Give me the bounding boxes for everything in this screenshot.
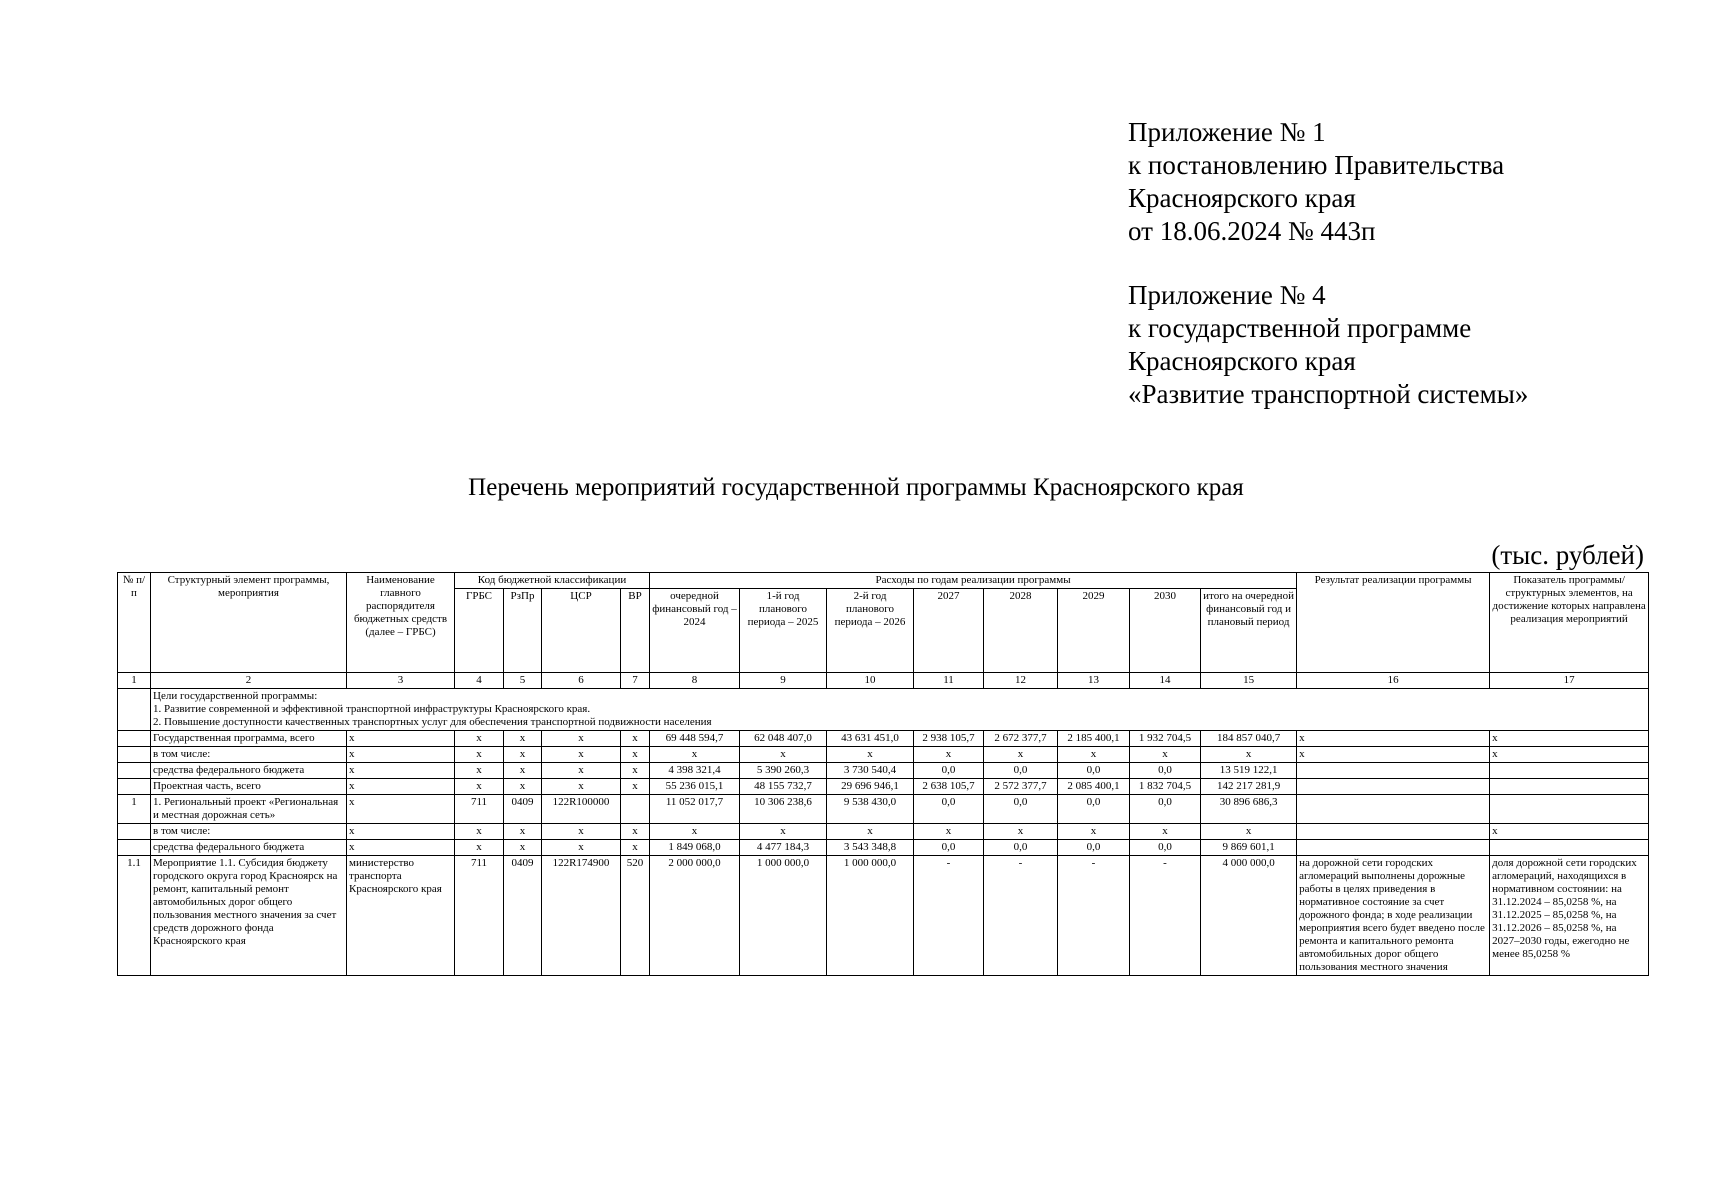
row-year-2030: 1 832 704,5: [1130, 779, 1201, 795]
table-row: [118, 856, 1649, 976]
row-year-2026: х: [827, 824, 914, 840]
column-number: 10: [827, 673, 914, 689]
row-grbs: х: [455, 731, 504, 747]
header-grbs: ГРБС: [455, 589, 504, 673]
row-year-2028: 0,0: [984, 840, 1058, 856]
row-year-2026: 9 538 430,0: [827, 795, 914, 824]
table-row: [118, 840, 1649, 856]
row-year-2029: х: [1058, 747, 1130, 763]
row-year-2027: х: [914, 747, 984, 763]
goals-cell: [151, 689, 1649, 731]
header-row: [118, 573, 1649, 589]
row-result: [1297, 795, 1490, 824]
row-year-2026: 29 696 946,1: [827, 779, 914, 795]
row-year-2030: х: [1130, 747, 1201, 763]
appendix-1-line: к постановлению Правительства: [1128, 150, 1505, 180]
header-budget-code: Код бюджетной классификации: [455, 573, 650, 589]
row-grbs-name: х: [347, 763, 455, 779]
row-year-2028: х: [984, 824, 1058, 840]
row-rzpr: х: [504, 840, 542, 856]
table-row: [118, 747, 1649, 763]
column-number: 4: [455, 673, 504, 689]
row-year-2026: 43 631 451,0: [827, 731, 914, 747]
row-year-2027: -: [914, 856, 984, 976]
appendix-1-line: Приложение № 1: [1128, 117, 1326, 147]
row-year-2025: 62 048 407,0: [740, 731, 827, 747]
table-row: [118, 731, 1649, 747]
header-num: № п/п: [118, 573, 151, 673]
row-year-2025: 4 477 184,3: [740, 840, 827, 856]
row-total: 13 519 122,1: [1201, 763, 1297, 779]
row-vr: 520: [621, 856, 650, 976]
row-year-2024: 11 052 017,7: [650, 795, 740, 824]
row-year-2030: 0,0: [1130, 795, 1201, 824]
goals-num-cell: [118, 689, 151, 731]
row-year-2027: 0,0: [914, 763, 984, 779]
row-element: средства федерального бюджета: [151, 840, 347, 856]
row-vr: [621, 795, 650, 824]
row-year-2029: 0,0: [1058, 840, 1130, 856]
row-grbs: 711: [455, 795, 504, 824]
row-csr: х: [542, 763, 621, 779]
row-num: 1.1: [118, 856, 151, 976]
goal-item: 2. Повышение доступности качественных транспортных услуг для обеспечения транспортной подвижности населения: [153, 716, 712, 728]
column-number: 9: [740, 673, 827, 689]
row-csr: 122R100000: [542, 795, 621, 824]
row-result: [1297, 840, 1490, 856]
row-year-2029: х: [1058, 824, 1130, 840]
row-year-2027: 2 638 105,7: [914, 779, 984, 795]
document-title: Перечень мероприятий государственной программы Красноярского края: [468, 474, 1244, 501]
appendix-4-heading: [1128, 279, 1528, 411]
header-indicator: Показатель программы/структурных элементов, на достижение которых направлена реализация мероприятий: [1490, 573, 1649, 673]
row-year-2029: 2 085 400,1: [1058, 779, 1130, 795]
header-total: итого на очередной финансовый год и плановый период: [1201, 589, 1297, 673]
row-year-2024: 55 236 015,1: [650, 779, 740, 795]
row-num: [118, 779, 151, 795]
row-year-2029: 2 185 400,1: [1058, 731, 1130, 747]
row-year-2029: -: [1058, 856, 1130, 976]
column-number: 1: [118, 673, 151, 689]
goal-item: 1. Развитие современной и эффективной транспортной инфраструктуры Красноярского края.: [153, 703, 591, 715]
row-year-2030: 0,0: [1130, 763, 1201, 779]
row-num: [118, 824, 151, 840]
row-year-2025: 5 390 260,3: [740, 763, 827, 779]
appendix-4-line: Приложение № 4: [1128, 280, 1326, 310]
units-label: (тыс. рублей): [1491, 540, 1644, 570]
row-element: Мероприятие 1.1. Субсидия бюджету городского округа город Красноярск на ремонт, капитальный ремонт автомобильных дорог общего пользования местного значения за счет средств дорожного фонда Красноярского края: [151, 856, 347, 976]
appendix-1-heading: [1128, 116, 1504, 248]
column-number: 2: [151, 673, 347, 689]
column-number: 14: [1130, 673, 1201, 689]
row-grbs-name: министерство транспорта Красноярского края: [347, 856, 455, 976]
row-rzpr: х: [504, 763, 542, 779]
row-num: [118, 747, 151, 763]
row-rzpr: 0409: [504, 795, 542, 824]
row-year-2025: х: [740, 747, 827, 763]
row-year-2028: 2 572 377,7: [984, 779, 1058, 795]
row-year-2025: 1 000 000,0: [740, 856, 827, 976]
row-grbs: х: [455, 824, 504, 840]
column-number: 17: [1490, 673, 1649, 689]
row-year-2028: х: [984, 747, 1058, 763]
row-result: [1297, 763, 1490, 779]
row-element: в том числе:: [151, 747, 347, 763]
row-year-2029: 0,0: [1058, 795, 1130, 824]
row-year-2026: 1 000 000,0: [827, 856, 914, 976]
row-year-2030: 1 932 704,5: [1130, 731, 1201, 747]
row-csr: х: [542, 747, 621, 763]
row-num: [118, 840, 151, 856]
measures-table: [117, 572, 1649, 976]
row-grbs: х: [455, 840, 504, 856]
row-rzpr: х: [504, 747, 542, 763]
row-csr: х: [542, 824, 621, 840]
row-grbs-name: х: [347, 824, 455, 840]
header-year-2024: очередной финансовый год – 2024: [650, 589, 740, 673]
row-csr: 122R174900: [542, 856, 621, 976]
row-year-2027: х: [914, 824, 984, 840]
header-grbs-name: Наименование главного распорядителя бюджетных средств (далее – ГРБС): [347, 573, 455, 673]
goals-heading: Цели государственной программы:: [153, 690, 318, 702]
row-vr: х: [621, 747, 650, 763]
appendix-4-line: «Развитие транспортной системы»: [1128, 379, 1529, 409]
appendix-4-line: к государственной программе: [1128, 313, 1472, 343]
row-indicator: доля дорожной сети городских агломераций, находящихся в нормативном состоянии: на 31.12.2024 – 85,0258 %, на 31.12.2025 – 85,0258 %, на 31.12.2026 – 85,0258 %, на 2027–2030 годы, ежегодно не менее 85,0258 %: [1490, 856, 1649, 976]
row-year-2025: 10 306 238,6: [740, 795, 827, 824]
header-year-2025: 1-й год планового периода – 2025: [740, 589, 827, 673]
appendix-4-line: Красноярского края: [1128, 346, 1356, 376]
row-indicator: [1490, 763, 1649, 779]
row-grbs: х: [455, 779, 504, 795]
row-grbs-name: х: [347, 731, 455, 747]
header-csr: ЦСР: [542, 589, 621, 673]
row-year-2024: 1 849 068,0: [650, 840, 740, 856]
row-total: 30 896 686,3: [1201, 795, 1297, 824]
table-row: [118, 795, 1649, 824]
row-rzpr: 0409: [504, 856, 542, 976]
row-indicator: х: [1490, 747, 1649, 763]
row-element: Государственная программа, всего: [151, 731, 347, 747]
row-vr: х: [621, 763, 650, 779]
column-number: 11: [914, 673, 984, 689]
header-vr: ВР: [621, 589, 650, 673]
row-grbs: х: [455, 747, 504, 763]
row-year-2024: 4 398 321,4: [650, 763, 740, 779]
row-total: х: [1201, 824, 1297, 840]
column-number: 12: [984, 673, 1058, 689]
row-indicator: х: [1490, 824, 1649, 840]
row-total: 9 869 601,1: [1201, 840, 1297, 856]
row-year-2030: -: [1130, 856, 1201, 976]
header-year-2028: 2028: [984, 589, 1058, 673]
appendix-1-line: от 18.06.2024 № 443п: [1128, 216, 1376, 246]
row-csr: х: [542, 779, 621, 795]
row-year-2029: 0,0: [1058, 763, 1130, 779]
row-year-2028: 2 672 377,7: [984, 731, 1058, 747]
row-grbs: 711: [455, 856, 504, 976]
row-result: [1297, 824, 1490, 840]
row-result: х: [1297, 747, 1490, 763]
row-year-2030: х: [1130, 824, 1201, 840]
row-year-2024: 69 448 594,7: [650, 731, 740, 747]
row-year-2028: 0,0: [984, 795, 1058, 824]
column-number: 7: [621, 673, 650, 689]
column-number: 13: [1058, 673, 1130, 689]
header-element: Структурный элемент программы, мероприятия: [151, 573, 347, 673]
column-number: 3: [347, 673, 455, 689]
header-year-2029: 2029: [1058, 589, 1130, 673]
row-year-2030: 0,0: [1130, 840, 1201, 856]
row-result: [1297, 779, 1490, 795]
row-year-2027: 0,0: [914, 795, 984, 824]
row-vr: х: [621, 840, 650, 856]
row-rzpr: х: [504, 779, 542, 795]
row-rzpr: х: [504, 731, 542, 747]
row-indicator: [1490, 795, 1649, 824]
row-num: [118, 763, 151, 779]
data-rows: [118, 731, 1649, 976]
row-year-2024: х: [650, 747, 740, 763]
table-row: [118, 763, 1649, 779]
header-expenses: Расходы по годам реализации программы: [650, 573, 1297, 589]
row-result: на дорожной сети городских агломераций выполнены дорожные работы в целях приведения в нормативное состояние за счет дорожного фонда; в ходе реализации мероприятия всего будет введено после ремонта и капитального ремонта автомобильных дорог общего пользования местного значения: [1297, 856, 1490, 976]
column-number: 15: [1201, 673, 1297, 689]
header-result: Результат реализации программы: [1297, 573, 1490, 673]
row-year-2024: 2 000 000,0: [650, 856, 740, 976]
column-number: 16: [1297, 673, 1490, 689]
row-year-2027: 2 938 105,7: [914, 731, 984, 747]
row-csr: х: [542, 840, 621, 856]
row-year-2025: 48 155 732,7: [740, 779, 827, 795]
row-year-2024: х: [650, 824, 740, 840]
column-number-row: [118, 673, 1649, 689]
row-grbs-name: х: [347, 840, 455, 856]
row-element: в том числе:: [151, 824, 347, 840]
table-row: [118, 824, 1649, 840]
row-rzpr: х: [504, 824, 542, 840]
header-year-2030: 2030: [1130, 589, 1201, 673]
row-csr: х: [542, 731, 621, 747]
row-grbs-name: х: [347, 779, 455, 795]
row-year-2026: 3 543 348,8: [827, 840, 914, 856]
row-vr: х: [621, 824, 650, 840]
row-grbs-name: х: [347, 747, 455, 763]
column-number: 6: [542, 673, 621, 689]
row-num: [118, 731, 151, 747]
column-number: 5: [504, 673, 542, 689]
header-year-2027: 2027: [914, 589, 984, 673]
row-indicator: х: [1490, 731, 1649, 747]
row-vr: х: [621, 731, 650, 747]
row-year-2027: 0,0: [914, 840, 984, 856]
row-grbs: х: [455, 763, 504, 779]
row-grbs-name: х: [347, 795, 455, 824]
row-element: Проектная часть, всего: [151, 779, 347, 795]
row-indicator: [1490, 779, 1649, 795]
header-year-2026: 2-й год планового периода – 2026: [827, 589, 914, 673]
row-indicator: [1490, 840, 1649, 856]
row-year-2025: х: [740, 824, 827, 840]
appendix-1-line: Красноярского края: [1128, 183, 1356, 213]
row-vr: х: [621, 779, 650, 795]
goals-row: [118, 689, 1649, 731]
row-year-2028: -: [984, 856, 1058, 976]
table-row: [118, 779, 1649, 795]
row-year-2028: 0,0: [984, 763, 1058, 779]
header-rzpr: РзПр: [504, 589, 542, 673]
row-total: 142 217 281,9: [1201, 779, 1297, 795]
row-element: 1. Региональный проект «Региональная и местная дорожная сеть»: [151, 795, 347, 824]
row-total: 184 857 040,7: [1201, 731, 1297, 747]
column-number: 8: [650, 673, 740, 689]
row-element: средства федерального бюджета: [151, 763, 347, 779]
row-year-2026: 3 730 540,4: [827, 763, 914, 779]
row-result: х: [1297, 731, 1490, 747]
row-year-2026: х: [827, 747, 914, 763]
row-total: х: [1201, 747, 1297, 763]
row-total: 4 000 000,0: [1201, 856, 1297, 976]
row-num: 1: [118, 795, 151, 824]
